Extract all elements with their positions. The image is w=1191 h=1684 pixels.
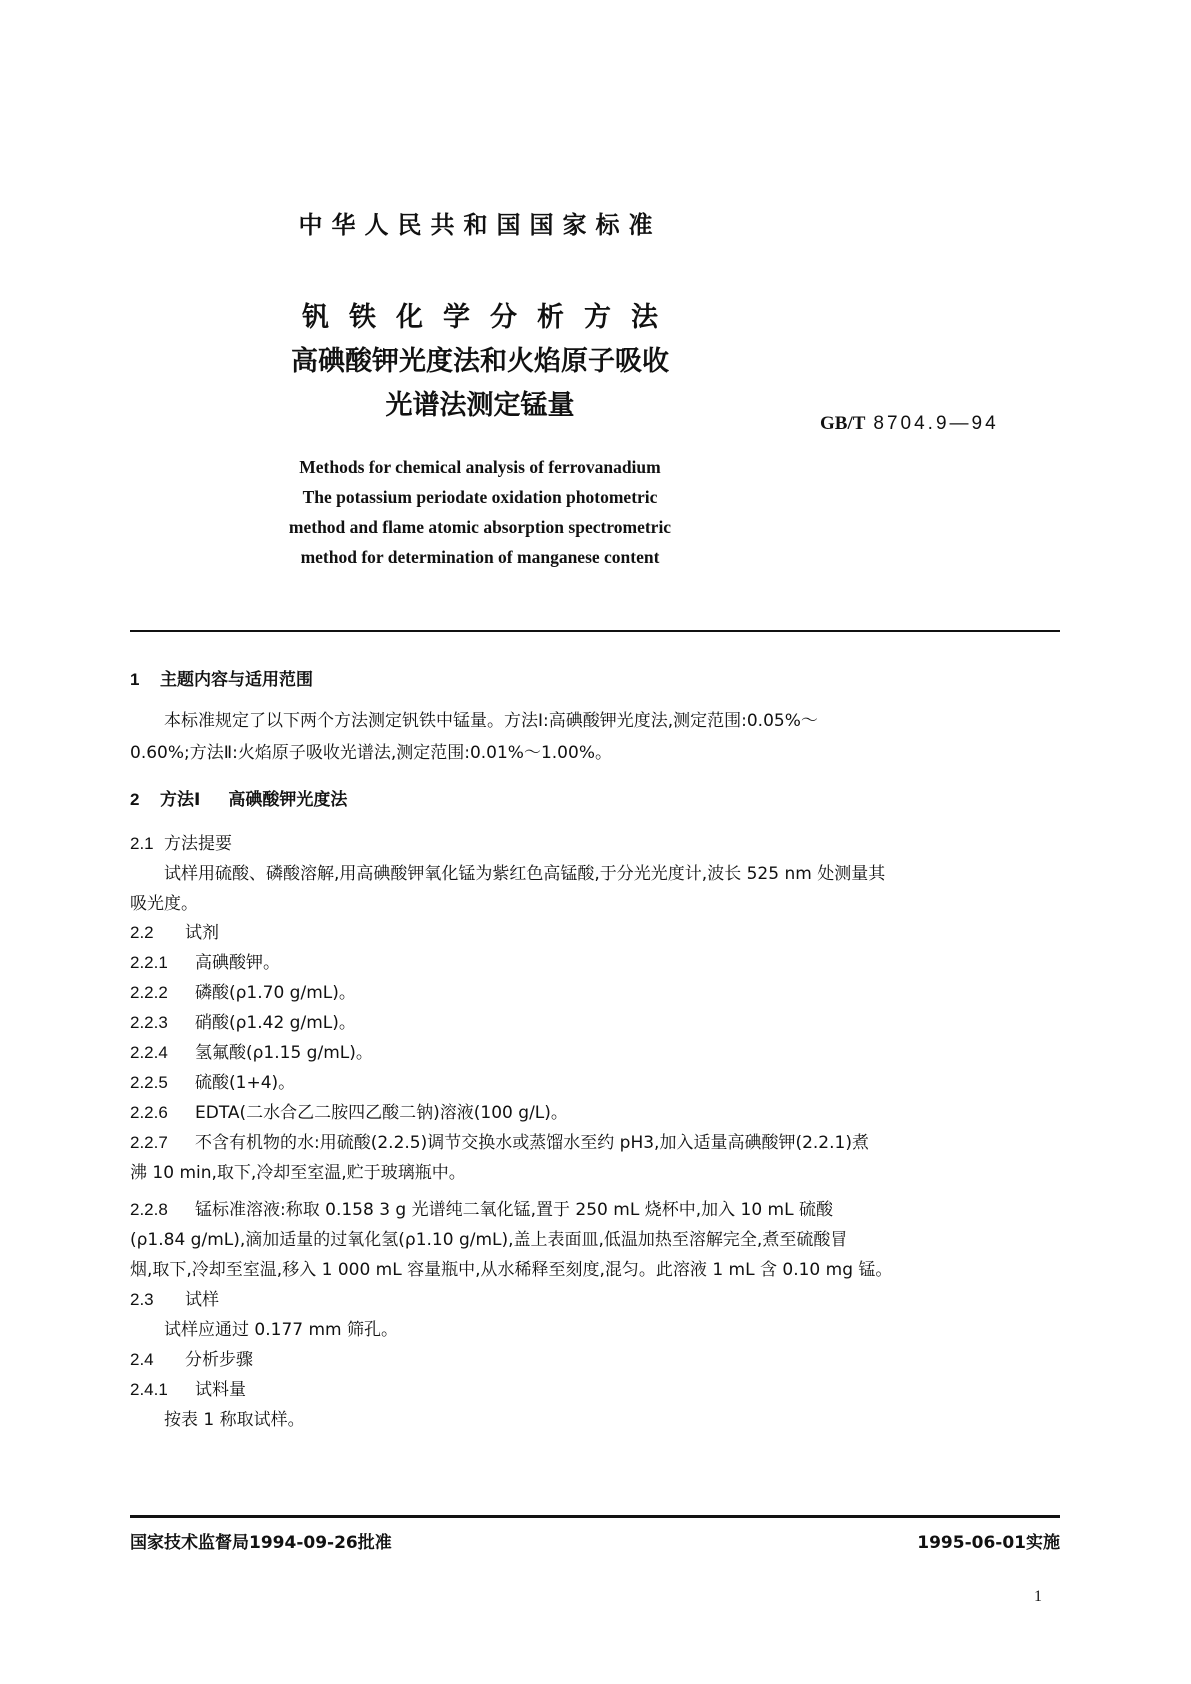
item-number: 2.2.5 xyxy=(130,1073,168,1092)
section-2-2-heading xyxy=(130,921,219,945)
reagent-item-continuation: 烟,取下,冷却至室温,移入 1 000 mL 容量瓶中,从水稀释至刻度,混匀。此溶液 1 mL 含 0.10 mg 锰。 xyxy=(130,1260,893,1280)
reagent-item-continuation: (ρ1.84 g/mL),滴加适量的过氧化氢(ρ1.10 g/mL),盖上表面皿,低温加热至溶解完全,煮至硫酸冒 xyxy=(130,1230,848,1250)
page-number: 1 xyxy=(1034,1588,1042,1605)
item-number: 2.2.6 xyxy=(130,1103,168,1122)
item-number: 2.2.2 xyxy=(130,983,168,1002)
item-text: 硫酸(1+4)。 xyxy=(195,1073,296,1093)
title-cn-line-2: 高碘酸钾光度法和火焰原子吸收 xyxy=(291,346,669,377)
section-2-1-heading xyxy=(130,832,232,856)
item-number: 2.2.4 xyxy=(130,1043,168,1062)
section-title: 分析步骤 xyxy=(185,1350,253,1370)
title-en-line-3: method and flame atomic absorption spectrometric xyxy=(288,517,672,537)
section-title-prefix: 方法Ⅰ xyxy=(160,790,201,810)
section-2-4-1-heading xyxy=(130,1378,246,1402)
section-title: 高碘酸钾光度法 xyxy=(228,790,348,810)
reagent-item xyxy=(130,1011,356,1035)
section-1-paragraph-line-2: 0.60%;方法Ⅱ:火焰原子吸收光谱法,测定范围:0.01%～1.00%。 xyxy=(130,743,612,763)
approval-date: 国家技术监督局1994-09-26批准 xyxy=(130,1533,392,1553)
item-number: 2.2.1 xyxy=(130,953,168,972)
section-number: 2.4.1 xyxy=(130,1380,168,1399)
item-number: 2.2.8 xyxy=(130,1200,168,1219)
footer-divider xyxy=(130,1515,1060,1518)
section-title: 主题内容与适用范围 xyxy=(160,670,313,690)
reagent-item xyxy=(130,951,280,975)
standard-number-prefix: GB/T xyxy=(820,413,866,434)
item-text: 高碘酸钾。 xyxy=(195,953,280,973)
section-number: 2.3 xyxy=(130,1290,154,1309)
national-standard-heading: 中华人民共和国国家标准 xyxy=(298,211,662,239)
header-divider xyxy=(130,630,1060,632)
section-1-heading xyxy=(130,668,313,692)
title-cn-line-3: 光谱法测定锰量 xyxy=(385,390,575,421)
item-text: 不含有机物的水:用硫酸(2.2.5)调节交换水或蒸馏水至约 pH3,加入适量高碘酸钾(2.2.1)煮 xyxy=(195,1133,869,1153)
item-text: 氢氟酸(ρ1.15 g/mL)。 xyxy=(195,1043,373,1063)
reagent-item xyxy=(130,1071,295,1095)
title-en-line-4: method for determination of manganese content xyxy=(300,547,660,567)
section-2-3-paragraph: 试样应通过 0.177 mm 筛孔。 xyxy=(164,1320,398,1340)
item-number: 2.2.3 xyxy=(130,1013,168,1032)
section-number: 1 xyxy=(130,670,140,689)
title-en xyxy=(0,452,960,572)
standard-number xyxy=(820,412,999,435)
reagent-item xyxy=(130,1041,373,1065)
title-en-line-2: The potassium periodate oxidation photometric xyxy=(302,487,658,507)
item-text: 磷酸(ρ1.70 g/mL)。 xyxy=(195,983,356,1003)
section-number: 2.1 xyxy=(130,834,154,853)
item-number: 2.2.7 xyxy=(130,1133,168,1152)
section-title: 方法提要 xyxy=(164,834,232,854)
section-2-3-heading xyxy=(130,1288,219,1312)
section-2-1-paragraph-line-2: 吸光度。 xyxy=(130,894,198,914)
section-2-1-paragraph-line-1: 试样用硫酸、磷酸溶解,用高碘酸钾氧化锰为紫红色高锰酸,于分光光度计,波长 525 nm 处测量其 xyxy=(164,864,886,884)
item-text: EDTA(二水合乙二胺四乙酸二钠)溶液(100 g/L)。 xyxy=(195,1103,568,1123)
section-2-4-heading xyxy=(130,1348,253,1372)
reagent-item xyxy=(130,1101,568,1125)
item-text: 硝酸(ρ1.42 g/mL)。 xyxy=(195,1013,356,1033)
section-1-paragraph-line-1: 本标准规定了以下两个方法测定钒铁中锰量。方法Ⅰ:高碘酸钾光度法,测定范围:0.05%～ xyxy=(164,711,818,731)
section-title: 试剂 xyxy=(185,923,219,943)
reagent-item xyxy=(130,981,356,1005)
reagent-item-continuation: 沸 10 min,取下,冷却至室温,贮于玻璃瓶中。 xyxy=(130,1163,466,1183)
item-text: 锰标准溶液:称取 0.158 3 g 光谱纯二氧化锰,置于 250 mL 烧杯中,加入 10 mL 硫酸 xyxy=(195,1200,833,1220)
section-number: 2.2 xyxy=(130,923,154,942)
reagent-item xyxy=(130,1131,869,1155)
section-title: 试料量 xyxy=(195,1380,246,1400)
section-2-heading xyxy=(130,788,347,812)
section-number: 2.4 xyxy=(130,1350,154,1369)
implementation-date: 1995-06-01实施 xyxy=(917,1533,1060,1553)
section-2-4-1-paragraph: 按表 1 称取试样。 xyxy=(164,1410,305,1430)
title-en-line-1: Methods for chemical analysis of ferrovanadium xyxy=(299,457,661,477)
standard-number-value: 8704.9—94 xyxy=(873,413,999,434)
section-number: 2 xyxy=(130,790,140,809)
reagent-item xyxy=(130,1198,833,1222)
title-cn-line-1: 钒铁化学分析方法 xyxy=(302,302,678,333)
section-title: 试样 xyxy=(185,1290,219,1310)
